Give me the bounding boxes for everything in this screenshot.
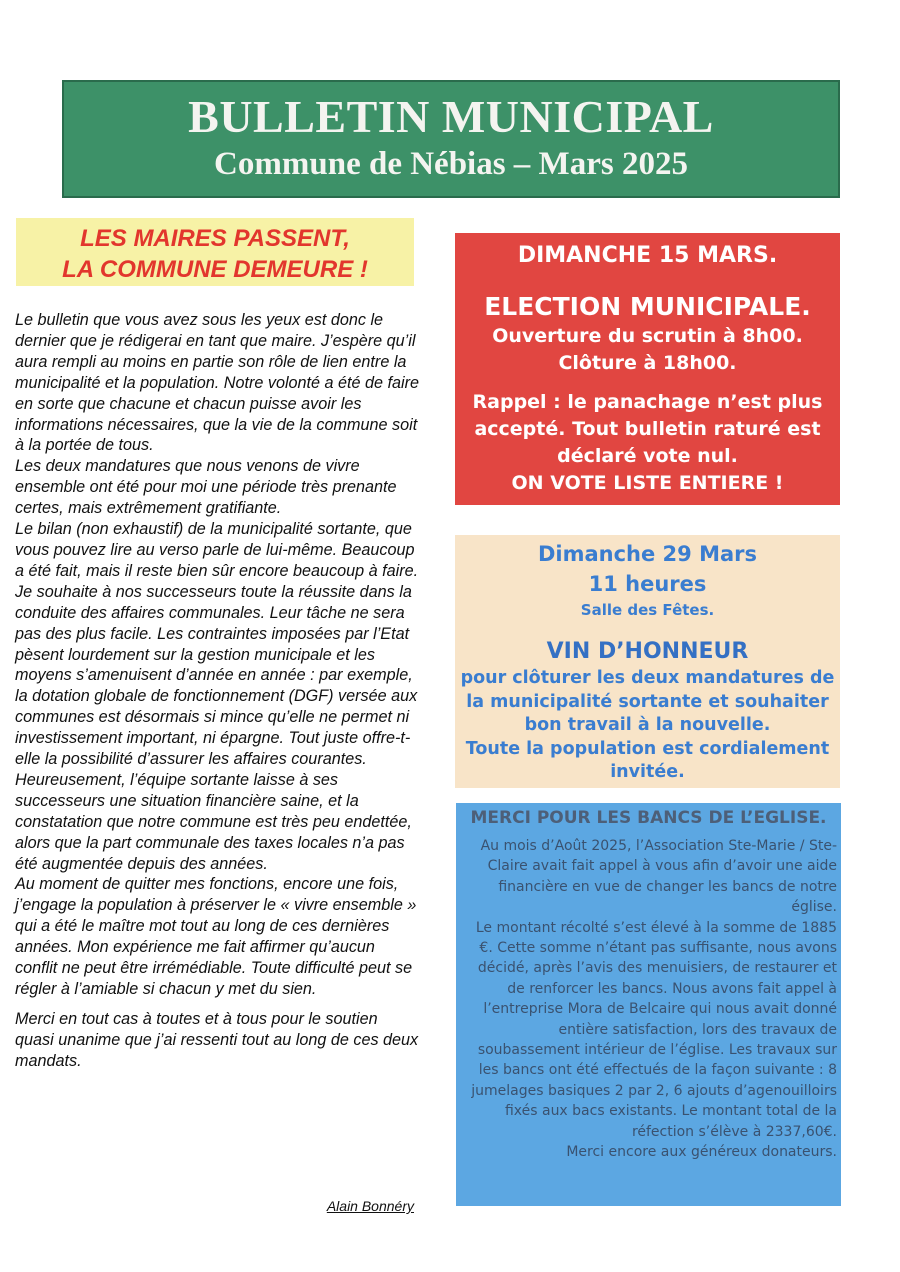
bancs-body bbox=[462, 836, 837, 1163]
headline-line-2: LA COMMUNE DEMEURE ! bbox=[62, 256, 368, 283]
bulletin-header bbox=[62, 80, 840, 198]
vin-time: 11 heures bbox=[588, 572, 707, 596]
election-title: ELECTION MUNICIPALE. bbox=[484, 292, 811, 321]
letter-paragraph: Le bilan (non exhaustif) de la municipalité sortante, que vous pouvez lire au verso parle de lui-même. Beaucoup a été fait, mais il reste bien sûr encore beaucoup à faire. Je souhaite à nos successeurs toute la réussite dans la conduite des affaires communales. Leur tâche ne sera pas des plus facile. Les contraintes imposées par l’Etat pèsent lourdement sur la gestion municipale et les moyens s’amenuisent d’année en année : par exemple, la dotation globale de fonctionnement (DGF) versée aux communes est désormais si mince qu’elle ne permet ni investissement important, ni épargne. Tout juste offre-t-elle la possibilité d’assurer les affaires courantes. bbox=[15, 520, 419, 769]
mayor-letter bbox=[15, 310, 420, 1072]
bancs-paragraph: Au mois d’Août 2025, l’Association Ste-Marie / Ste-Claire avait fait appel à vous afin d’avoir une aide financière en vue de changer les bancs de notre église. bbox=[480, 838, 837, 916]
election-reminder: Rappel : le panachage n’est plus accepté. Tout bulletin raturé est déclaré vote nul. bbox=[472, 391, 823, 467]
vin-purpose: pour clôturer les deux mandatures de la municipalité sortante et souhaiter bon travail à la nouvelle. bbox=[460, 668, 835, 735]
letter-paragraph: Le bulletin que vous avez sous les yeux est donc le dernier que je rédigerai en tant que maire. J’espère qu’il aura rempli au moins en partie son rôle de lien entre la municipalité et la population. Notre volonté a été de faire en sorte que chacune et chacun puisse avoir les informations nécessaires, que la vie de la commune soit à la portée de tous. bbox=[15, 311, 420, 455]
bulletin-subtitle: Commune de Nébias – Mars 2025 bbox=[214, 146, 688, 182]
bancs-paragraph: Le montant récolté s’est élevé à la somme de 1885 €. Cette somme n’étant pas suffisante, nous avons décidé, après l’avis des menuisiers, de restaurer et de renforcer les bancs. Nous avons fait appel à l’entreprise Mora de Belcaire qui nous avait donné entière satisfaction, lors des travaux de soubassement intérieur de l’église. Les travaux sur les bancs ont été effectués de la façon suivante : 8 jumelages basiques 2 par 2, 6 ajouts d’agenouilloirs fixés aux bacs existants. Le montant total de la réfection s’élève à 2337,60€. bbox=[471, 919, 837, 1140]
vin-invite: Toute la population est cordialement invitée. bbox=[465, 738, 830, 782]
election-opening: Ouverture du scrutin à 8h00. bbox=[492, 325, 803, 347]
vin-title: VIN D’HONNEUR bbox=[546, 639, 749, 664]
letter-closing: Merci en tout cas à toutes et à tous pour le soutien quasi unanime que j’ai ressenti tout au long de ces deux mandats. bbox=[15, 1009, 419, 1070]
headline-banner bbox=[16, 218, 414, 286]
headline-line-1: LES MAIRES PASSENT, bbox=[80, 225, 350, 252]
letter-paragraph: Heureusement, l’équipe sortante laisse à ses successeurs une situation financière saine, et la constatation que notre commune est très peu endettée, alors que la part communale des taxes locales n’a pas été augmentée depuis des années. bbox=[15, 770, 412, 873]
election-date: DIMANCHE 15 MARS. bbox=[517, 243, 778, 268]
bancs-eglise-box bbox=[456, 803, 841, 1206]
election-box bbox=[455, 233, 840, 505]
letter-paragraph: Les deux mandatures que nous venons de vivre ensemble ont été pour moi une période très prenante certes, mais extrêmement gratifiante. bbox=[15, 457, 397, 518]
vin-honneur-box bbox=[455, 535, 840, 788]
election-closing: Clôture à 18h00. bbox=[558, 352, 737, 374]
bancs-title: MERCI POUR LES BANCS DE L’EGLISE. bbox=[470, 808, 827, 828]
letter-paragraph: Au moment de quitter mes fonctions, encore une fois, j’engage la population à préserver le « vivre ensemble » qui a été le maître mot tout au long de ces dernières années. Mon expérience me fait affirmer qu’aucun conflit ne peut être irrémédiable. Toute difficulté peut se régler à l’amiable si chacun y met du sien. bbox=[15, 875, 417, 998]
bancs-thanks: Merci encore aux généreux donateurs. bbox=[566, 1144, 837, 1161]
signature: Alain Bonnéry bbox=[326, 1198, 414, 1214]
election-rule: ON VOTE LISTE ENTIERE ! bbox=[511, 472, 784, 494]
bulletin-title: BULLETIN MUNICIPAL bbox=[188, 91, 714, 142]
vin-date: Dimanche 29 Mars bbox=[537, 542, 758, 566]
vin-place: Salle des Fêtes. bbox=[580, 601, 715, 619]
